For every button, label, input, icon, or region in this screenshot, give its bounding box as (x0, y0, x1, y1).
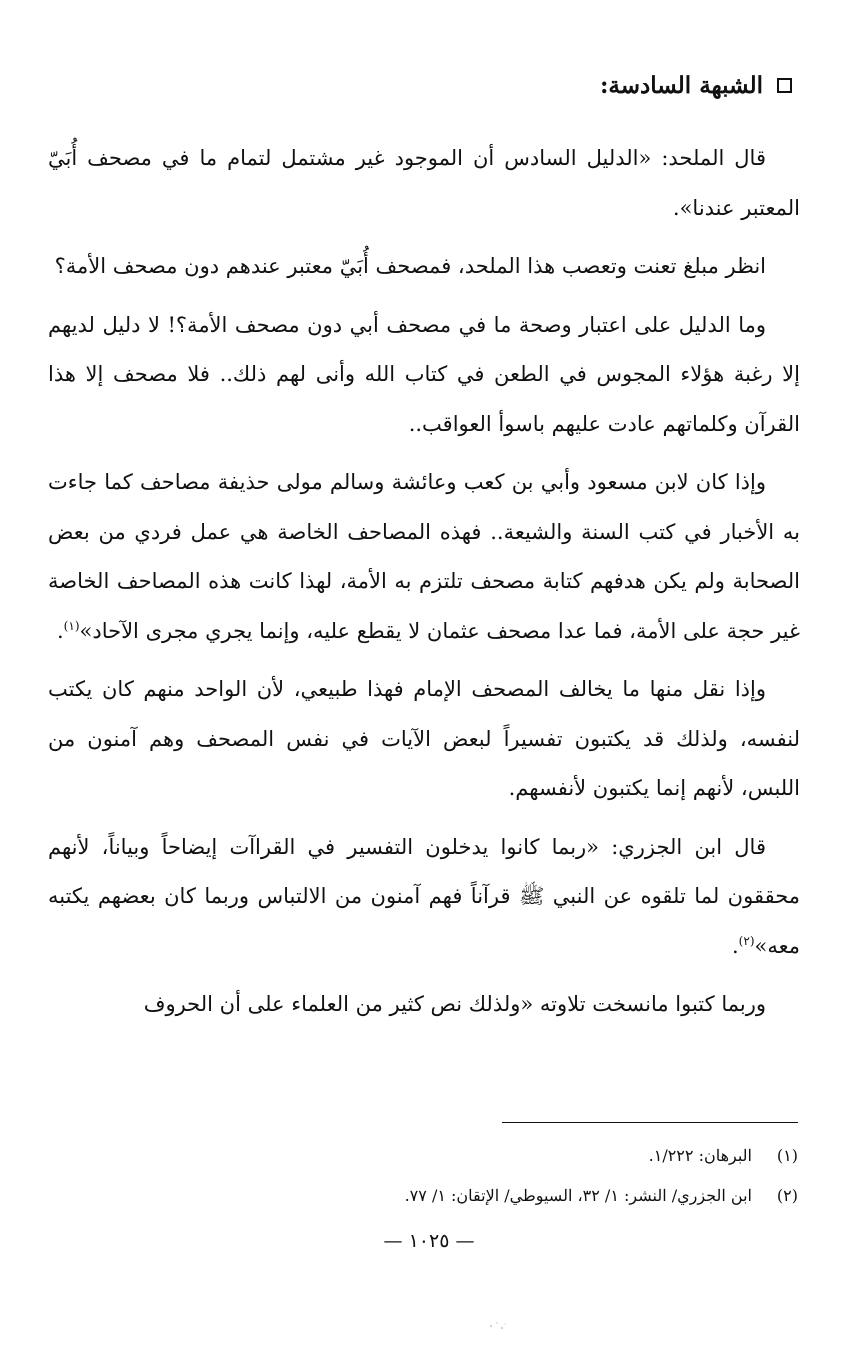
footnote-ref[interactable]: (١) (63, 618, 80, 633)
checkbox-square-icon (777, 78, 792, 93)
footnote-divider (502, 1122, 798, 1123)
heading-text: الشبهة السادسة: (599, 72, 763, 99)
paragraph: قال ابن الجزري: «ربما كانوا يدخلون التفسير في القراآت إيضاحاً وبياناً، لأنهم محققون لما تلقوه عن النبي ﷺ قرآناً فهم آمنون من الالتباس وربما كان بعضهم يكتبه معه»$^{(٢)}$. (48, 834, 800, 958)
body-text (48, 134, 800, 1039)
page-number: — ١٠٢٥ — (383, 1230, 475, 1252)
paragraph: وإذا نقل منها ما يخالف المصحف الإمام فهذا طبيعي، لأن الواحد منهم كان يكتب لنفسه، ولذلك قد يكتبون تفسيراً لبعض الآيات في نفس المصحف وهم آمنون من اللبس، لأنهم إنما يكتبون لأنفسهم. (48, 677, 800, 800)
paragraph: وما الدليل على اعتبار وصحة ما في مصحف أبي دون مصحف الأمة؟! لا دليل لديهم إلا رغبة هؤلاء المجوس في الطعن في كتاب الله وأنى لهم ذلك.. فلا مصحف إلا هذا القرآن وكلماتهم عادت عليهم باسوأ العواقب.. (48, 312, 800, 436)
footnote-number: (٢) (776, 1186, 798, 1205)
footnotes (58, 1136, 798, 1216)
footnote-item (58, 1176, 798, 1216)
scan-speck-icon (488, 1320, 508, 1332)
footnote-text: ابن الجزري/ النشر: ١/ ٣٢، السيوطي/ الإتقان: ١/ ٧٧. (404, 1186, 752, 1205)
paragraph: قال الملحد: «الدليل السادس أن الموجود غير مشتمل لتمام ما في مصحف أُبَيّ المعتبر عندنا». (48, 146, 800, 220)
paragraph: انظر مبلغ تعنت وتعصب هذا الملحد، فمصحف أُبَيّ معتبر عندهم دون مصحف الأمة؟ (54, 254, 766, 278)
section-heading (600, 72, 792, 99)
footnote-text: البرهان: ١/٢٢٢. (648, 1146, 752, 1165)
footnote-item (58, 1136, 798, 1176)
footnote-number: (١) (776, 1146, 798, 1165)
footnote-ref[interactable]: (٢) (738, 933, 755, 948)
paragraph: وربما كتبوا مانسخت تلاوته «ولذلك نص كثير من العلماء على أن الحروف (143, 992, 766, 1016)
paragraph: وإذا كان لابن مسعود وأبي بن كعب وعائشة وسالم مولى حذيفة مصاحف كما جاءت به الأخبار في كتب السنة والشيعة.. فهذه المصاحف الخاصة هي عمل فردي من بعض الصحابة ولم يكن هدفهم كتابة مصحف تلتزم به الأمة، لهذا كانت هذه المصاحف الخاصة غير حجة على الأمة، فما عدا مصحف عثمان لا يقطع عليه، وإنما يجري مجرى الآحاد»$^{(١)}$. (48, 470, 800, 643)
